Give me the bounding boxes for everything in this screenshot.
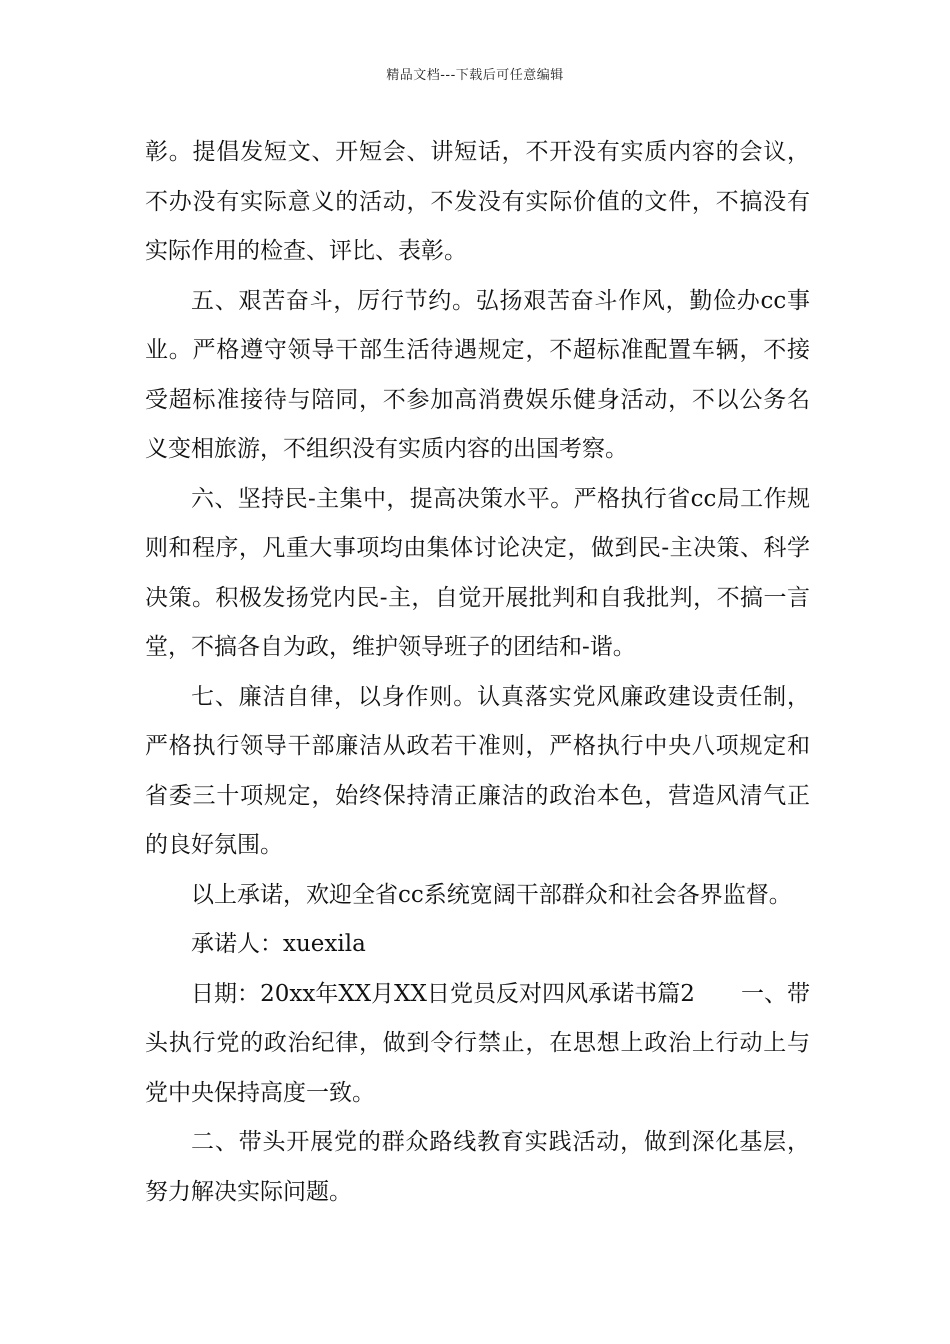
page-header: 精品文档---下载后可任意编辑 [386,68,564,83]
paragraph-item-5: 五、艰苦奋斗，厉行节约。弘扬艰苦奋斗作风，勤俭办cc事业。严格遵守领导干部生活待遇规定，不超标准配置车辆，不接受超标准接待与陪同，不参加高消费娱乐健身活动，不以公务名义变相旅游，不组织没有实质内容的出国考察。 [145,287,810,462]
paragraph-date-and-part2: 日期：20xx年XX月XX日党员反对四风承诺书篇2 一、带头执行党的政治纪律，做到令行禁止，在思想上政治上行动上与党中央保持高度一致。 [145,980,810,1106]
paragraph-item-6: 六、坚持民-主集中，提高决策水平。严格执行省cc局工作规则和程序，凡重大事项均由集体讨论决定，做到民-主决策、科学决策。积极发扬党内民-主，自觉开展批判和自我批判，不搞一言堂，不搞各自为政，维护领导班子的团结和-谐。 [145,485,810,660]
paragraph-continuation: 彰。提倡发短文、开短会、讲短话，不开没有实质内容的会议，不办没有实际意义的活动，不发没有实际价值的文件，不搞没有实际作用的检查、评比、表彰。 [145,139,810,264]
paragraph-item-7: 七、廉洁自律，以身作则。认真落实党风廉政建设责任制，严格执行领导干部廉洁从政若干准则，严格执行中央八项规定和省委三十项规定，始终保持清正廉洁的政治本色，营造风清气正的良好氛围。 [145,683,810,858]
paragraph-signatory: 承诺人：xuexila [191,931,366,957]
paragraph-part2-item-2: 二、带头开展党的群众路线教育实践活动，做到深化基层，努力解决实际问题。 [145,1129,810,1205]
paragraph-closing: 以上承诺，欢迎全省cc系统宽阔干部群众和社会各界监督。 [191,881,792,908]
document-body [145,128,810,1217]
